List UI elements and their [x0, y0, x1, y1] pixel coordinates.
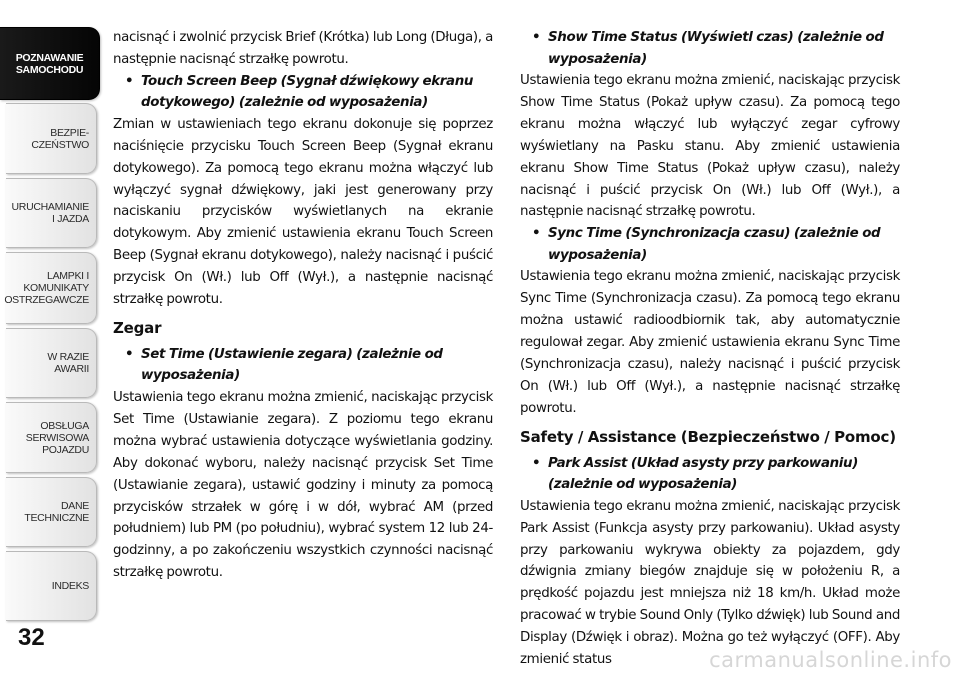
bullet-heading-show-time-status	[520, 27, 900, 70]
bullet-heading-text: Show Time Status (Wyświetl czas) (zależnie od wyposażenia)	[548, 30, 884, 67]
tab-label-line: OBSŁUGA	[40, 419, 89, 432]
tab-label-line: I JAZDA	[52, 213, 89, 225]
bullet-icon: •	[532, 455, 541, 471]
tab-label-line: URUCHAMIANIE	[11, 201, 89, 213]
bullet-heading-touch-screen-beep	[113, 71, 493, 114]
left-text-column	[113, 27, 493, 584]
chapter-sidebar	[0, 0, 100, 678]
bullet-icon: •	[532, 30, 541, 45]
bullet-heading-sync-time	[520, 223, 900, 266]
tab-label-line: SAMOCHODU	[15, 63, 84, 76]
tab-label-line: POZNAWANIE	[15, 51, 84, 64]
tab-label-line: INDEKS	[51, 580, 89, 592]
tab-label-line: LAMPKI I	[47, 270, 89, 282]
paragraph: Ustawienia tego ekranu można zmienić, naciskając przycisk Show Time Status (Pokaż upływ czasu). Za pomocą tego ekranu można włączyć lub wyłączyć zegar cyfrowy wyświetlany na Pasku stanu. Aby zmienić ustawienia ekranu Show Time Status (Pokaż upływ czasu), należy nacisnąć i puścić przycisk On (Wł.) lub Off (Wył.), a następnie nacisnąć strzałkę powrotu.	[520, 73, 900, 220]
bullet-icon: •	[125, 73, 134, 89]
bullet-heading-set-time	[113, 344, 493, 387]
bullet-heading-park-assist	[520, 453, 900, 496]
paragraph: Ustawienia tego ekranu można zmienić, naciskając przycisk Set Time (Ustawianie zegara). Z poziomu tego ekranu można wybrać ustawienia dotyczące wyświetlania godziny. Aby dokonać wyboru, należy nacisnąć przycisk Set Time (Ustawianie zegara), ustawić godziny i minuty za pomocą przycisków strzałek w górę i w dół, wybrać AM (przed południem) lub PM (po południu), wybrać system 12 lub 24-godzinny, a po zakończeniu wszystkich czynności nacisnąć strzałkę powrotu.	[113, 389, 493, 581]
bullet-heading-text: Touch Screen Beep (Sygnał dźwiękowy ekranu dotykowego) (zależnie od wyposażenia)	[141, 73, 474, 111]
tab-label-line: KOMUNIKATY	[23, 282, 89, 294]
bullet-icon: •	[125, 346, 134, 362]
tab-uruchamianie-i-jazda[interactable]	[6, 178, 97, 248]
tab-label-line: SERWISOWA	[25, 431, 89, 444]
tab-w-razie-awarii[interactable]	[6, 328, 97, 398]
tab-label-line: W RAZIE	[47, 351, 89, 363]
tab-obsluga-serwisowa[interactable]	[6, 402, 97, 473]
right-text-column	[520, 27, 900, 671]
tab-label-line: CZEŃSTWO	[31, 138, 89, 151]
page-number: 32	[18, 624, 45, 651]
bullet-heading-text: Sync Time (Synchronizacja czasu) (zależnie od wyposażenia)	[548, 226, 881, 263]
tab-lampki-i-komunikaty[interactable]	[6, 252, 97, 324]
tab-label-line: BEZPIE-	[50, 126, 89, 139]
tab-dane-techniczne[interactable]	[6, 477, 97, 547]
paragraph: Zmian w ustawieniach tego ekranu dokonuje się poprzez naciśnięcie przycisku Touch Screen Beep (Sygnał ekranu dotykowego). Za pomocą tego ekranu można włączyć lub wyłączyć sygnał dźwiękowy, jaki jest generowany przy naciskaniu przycisków wyświetlanych na ekranie dotykowym. Aby zmienić ustawienia ekranu Touch Screen Beep (Sygnał ekranu dotykowego), należy nacisnąć i puścić przycisk On (Wł.) lub Off (Wył.), a następnie nacisnąć strzałkę powrotu.	[113, 116, 493, 308]
tab-bezpieczenstwo[interactable]	[6, 103, 97, 174]
tab-label-line: OSTRZEGAWCZE	[4, 294, 89, 306]
tab-poznawanie-samochodu[interactable]	[0, 27, 100, 100]
bullet-heading-text: Park Assist (Układ asysty przy parkowaniu) (zależnie od wyposażenia)	[548, 455, 859, 493]
section-heading-zegar: Zegar	[113, 318, 162, 337]
paragraph: Ustawienia tego ekranu można zmienić, naciskając przycisk Sync Time (Synchronizacja czasu). Za pomocą tego ekranu można ustawić radioodbiornik tak, aby automatycznie regulował zegar. Aby zmienić ustawienia ekranu Sync Time (Synchronizacja czasu), należy nacisnąć i puścić przycisk On (Wł.) lub Off (Wył.), a następnie nacisnąć strzałkę powrotu.	[520, 269, 900, 416]
bullet-icon: •	[532, 226, 541, 242]
bullet-heading-text: Set Time (Ustawienie zegara) (zależnie od wyposażenia)	[141, 346, 443, 384]
paragraph: Ustawienia tego ekranu można zmienić, naciskając przycisk Park Assist (Funkcja asysty przy parkowaniu). Układ asysty przy parkowaniu wykrywa obiekty za pojazdem, gdy dźwignia zmiany biegów znajduje się w położeniu R, a prędkość pojazdu jest mniejsza niż 18 km/h. Układ może pracować w trybie Sound Only (Tylko dźwięk) lub Sound and Display (Dźwięk i obraz). Można go też wyłączyć (OFF). Aby zmienić status	[520, 498, 900, 668]
tab-label-line: AWARII	[54, 363, 89, 375]
tab-label-line: DANE	[61, 500, 89, 512]
section-heading-safety-assistance: Safety / Assistance (Bezpieczeństwo / Pomoc)	[520, 427, 896, 446]
tab-indeks[interactable]	[6, 551, 97, 621]
watermark: carmanualsonline.info	[709, 648, 952, 672]
paragraph: nacisnąć i zwolnić przycisk Brief (Krótka) lub Long (Długa), a następnie nacisnąć strzałkę powrotu.	[113, 30, 493, 67]
tab-label-line: TECHNICZNE	[24, 512, 89, 524]
tab-label-line: POJAZDU	[42, 443, 89, 456]
